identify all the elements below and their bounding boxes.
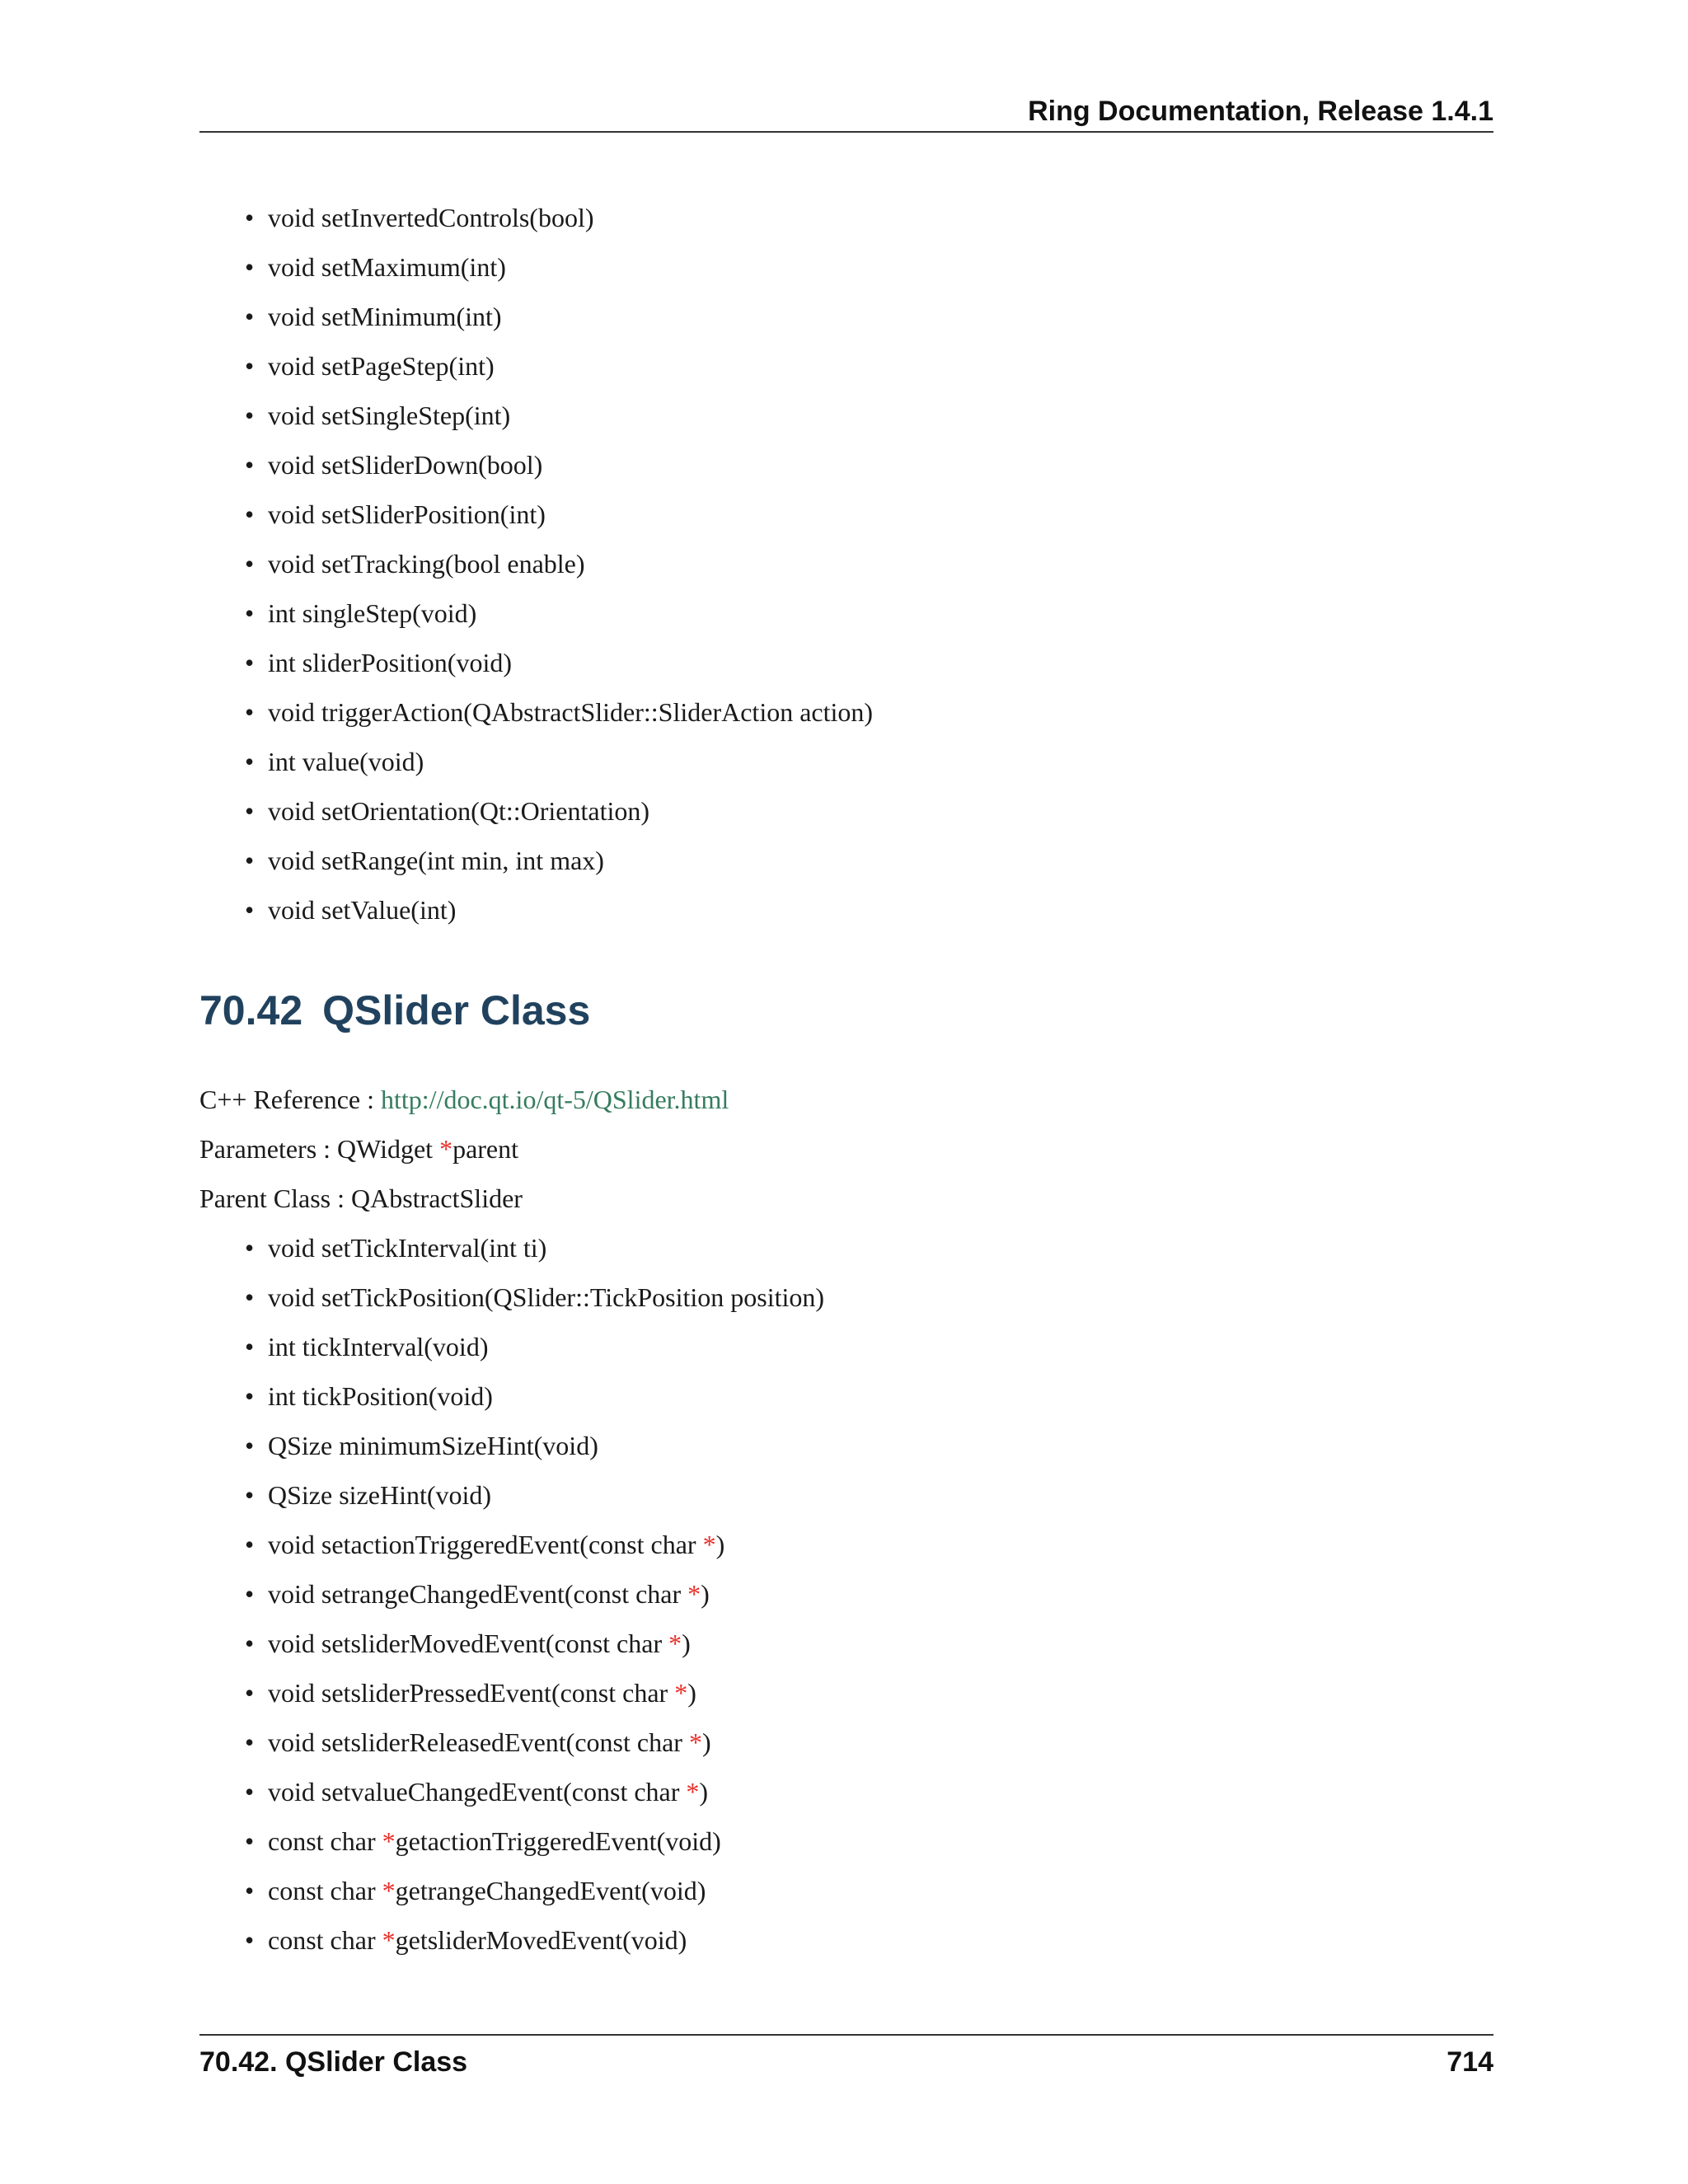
method-list-previous-class — [245, 201, 873, 943]
parameters-name: parent — [452, 1134, 519, 1164]
bullet-icon: • — [245, 252, 255, 282]
bullet-icon: • — [245, 1777, 255, 1807]
page-number: 714 — [1447, 2046, 1493, 2078]
parent-class-label: Parent Class : QAbstractSlider — [199, 1183, 523, 1213]
list-item: • void setrangeChangedEvent(const char *) — [245, 1579, 710, 1609]
pointer-star: * — [382, 1925, 396, 1955]
list-item: • void setsliderReleasedEvent(const char *) — [245, 1727, 711, 1757]
pointer-star: * — [686, 1777, 700, 1807]
bullet-icon: • — [245, 1233, 255, 1263]
list-item: • const char *getrangeChangedEvent(void) — [245, 1876, 706, 1905]
list-item: • void triggerAction(QAbstractSlider::SliderAction action) — [245, 697, 874, 727]
bullet-icon: • — [245, 1381, 255, 1411]
bullet-icon: • — [245, 203, 255, 232]
bullet-icon: • — [245, 648, 255, 677]
list-item: • int tickPosition(void) — [245, 1381, 493, 1411]
parameters-line — [199, 1132, 518, 1165]
bullet-icon: • — [245, 1876, 255, 1905]
pointer-star: * — [668, 1629, 682, 1658]
bullet-icon: • — [245, 1678, 255, 1708]
list-item: • void setsliderPressedEvent(const char *) — [245, 1678, 696, 1708]
list-item: • void setactionTriggeredEvent(const char *) — [245, 1530, 725, 1559]
bullet-icon: • — [245, 1332, 255, 1361]
bullet-icon: • — [245, 697, 255, 727]
list-item: • int value(void) — [245, 747, 424, 776]
bullet-icon: • — [245, 1925, 255, 1955]
pointer-star: * — [674, 1678, 688, 1708]
list-item: • void setInvertedControls(bool) — [245, 203, 594, 232]
list-item: • void setTickPosition(QSlider::TickPosition position) — [245, 1282, 825, 1312]
list-item: • void setTickInterval(int ti) — [245, 1233, 547, 1263]
bullet-icon: • — [245, 747, 255, 776]
footer-section: 70.42. QSlider Class — [199, 2046, 468, 2078]
list-item: • void setSliderDown(bool) — [245, 450, 543, 480]
header-title: Ring Documentation, Release 1.4.1 — [1028, 96, 1493, 127]
list-item: • const char *getsliderMovedEvent(void) — [245, 1925, 687, 1955]
parameters-label: Parameters : QWidget — [199, 1134, 440, 1164]
bullet-icon: • — [245, 846, 255, 875]
section-heading — [199, 986, 590, 1035]
list-item: • void setTracking(bool enable) — [245, 549, 585, 579]
list-item: • QSize sizeHint(void) — [245, 1480, 492, 1510]
pointer-star: * — [382, 1876, 396, 1905]
section-number: 70.42 — [199, 987, 303, 1033]
list-item: • void setValue(int) — [245, 895, 457, 925]
pointer-star: * — [687, 1579, 701, 1609]
list-item: • int tickInterval(void) — [245, 1332, 489, 1361]
pointer-star: * — [439, 1134, 453, 1164]
bullet-icon: • — [245, 1579, 255, 1609]
list-item: • int sliderPosition(void) — [245, 648, 512, 677]
bullet-icon: • — [245, 401, 255, 430]
bullet-icon: • — [245, 499, 255, 529]
section-title: QSlider Class — [322, 987, 591, 1033]
list-item: • void setPageStep(int) — [245, 351, 495, 381]
bullet-icon: • — [245, 1727, 255, 1757]
list-item: • void setMinimum(int) — [245, 302, 502, 331]
cpp-reference-line — [199, 1083, 729, 1116]
running-header — [199, 93, 1493, 133]
list-item: • void setSingleStep(int) — [245, 401, 511, 430]
bullet-icon: • — [245, 1530, 255, 1559]
pointer-star: * — [382, 1826, 396, 1856]
list-item: • QSize minimumSizeHint(void) — [245, 1431, 598, 1460]
bullet-icon: • — [245, 1826, 255, 1856]
document-page — [199, 0, 1493, 2184]
list-item: • void setMaximum(int) — [245, 252, 506, 282]
running-footer — [199, 2034, 1493, 2080]
bullet-icon: • — [245, 895, 255, 925]
pointer-star: * — [702, 1530, 716, 1559]
list-item: • void setSliderPosition(int) — [245, 499, 546, 529]
bullet-icon: • — [245, 1480, 255, 1510]
list-item: • void setOrientation(Qt::Orientation) — [245, 796, 649, 826]
bullet-icon: • — [245, 549, 255, 579]
list-item: • void setsliderMovedEvent(const char *) — [245, 1629, 691, 1658]
bullet-icon: • — [245, 1431, 255, 1460]
list-item: • void setvalueChangedEvent(const char *) — [245, 1777, 709, 1807]
bullet-icon: • — [245, 302, 255, 331]
bullet-icon: • — [245, 1629, 255, 1658]
bullet-icon: • — [245, 796, 255, 826]
list-item: • void setRange(int min, int max) — [245, 846, 604, 875]
bullet-icon: • — [245, 1282, 255, 1312]
bullet-icon: • — [245, 450, 255, 480]
bullet-icon: • — [245, 351, 255, 381]
bullet-icon: • — [245, 598, 255, 628]
cpp-reference-link[interactable]: http://doc.qt.io/qt-5/QSlider.html — [381, 1085, 729, 1114]
cpp-reference-label: C++ Reference : — [199, 1085, 381, 1114]
method-list-qslider — [245, 1231, 824, 1973]
list-item: • const char *getactionTriggeredEvent(void) — [245, 1826, 721, 1856]
parent-class-line — [199, 1182, 523, 1215]
list-item: • int singleStep(void) — [245, 598, 477, 628]
pointer-star: * — [688, 1727, 702, 1757]
